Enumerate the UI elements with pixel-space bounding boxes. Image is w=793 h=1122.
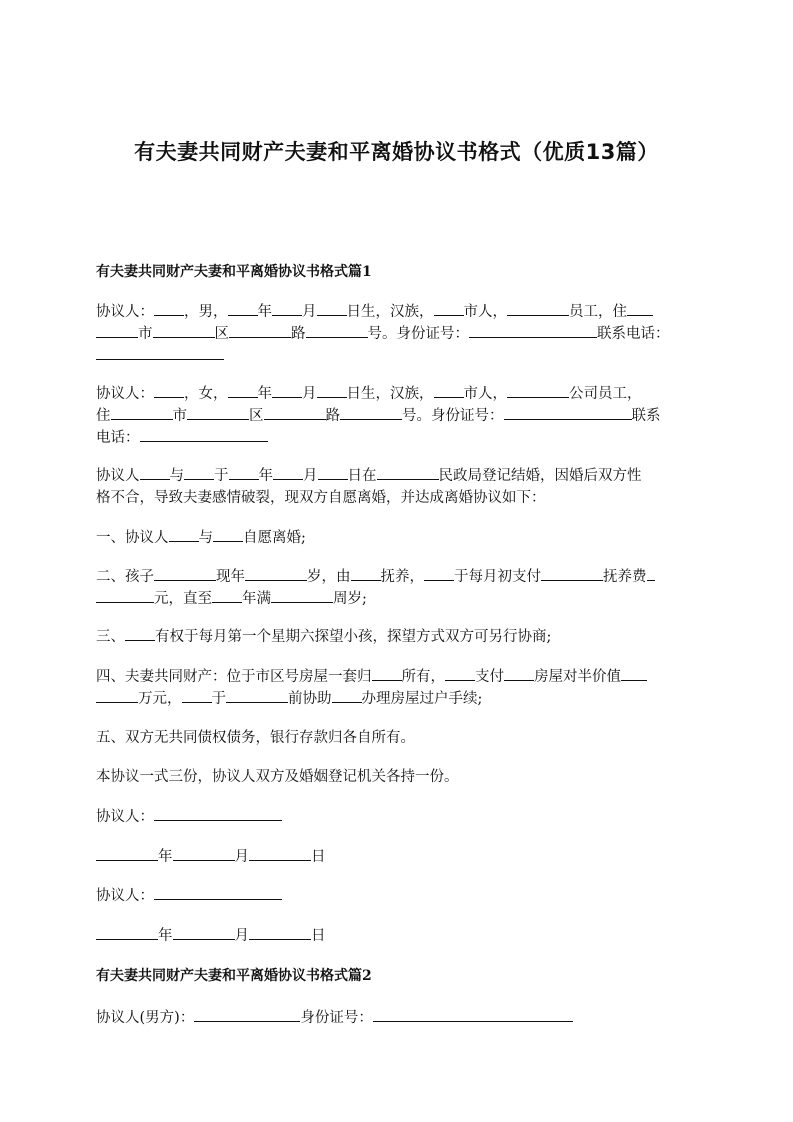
blank-field	[469, 323, 597, 338]
blank-field	[621, 666, 647, 681]
blank-field	[213, 527, 243, 542]
signature-line-1: 协议人：	[96, 806, 282, 828]
blank-field	[187, 405, 249, 420]
blank-field	[504, 405, 632, 420]
blank-field	[184, 465, 214, 480]
paragraph-marriage-line2: 格不合，导致夫妻感情破裂，现双方自愿离婚，并达成离婚协议如下：	[96, 490, 546, 506]
blank-field	[96, 846, 158, 861]
blank-field	[306, 323, 368, 338]
clause-3: 三、 有权于每月第一个星期六探望小孩，探望方式双方可另行协商;	[96, 626, 551, 648]
blank-field	[182, 688, 212, 703]
blank-field	[507, 301, 569, 316]
blank-field	[373, 1007, 573, 1022]
blank-field	[351, 566, 381, 581]
signature-blank	[154, 885, 282, 900]
section2-party-line: 协议人(男方)： 身份证号：	[96, 1007, 573, 1029]
date-line-2: 年 月 日	[96, 925, 326, 947]
blank-field	[153, 323, 215, 338]
blank-field	[194, 1007, 300, 1022]
paragraph-husband-line2: 市 区 路 号。身份证号： 联系电话：	[96, 323, 670, 345]
paragraph-wife-line2: 住 市 区 路 号。身份证号： 联系	[96, 405, 661, 427]
blank-field	[445, 666, 475, 681]
blank-field	[125, 626, 155, 641]
blank-field	[434, 383, 464, 398]
blank-field	[140, 465, 170, 480]
blank-field	[140, 427, 268, 442]
blank-field	[229, 323, 291, 338]
paragraph-husband-line3	[96, 345, 224, 367]
blank-field	[212, 588, 242, 603]
blank-field	[271, 588, 333, 603]
section-heading-2: 有夫妻共同财产夫妻和平离婚协议书格式篇2	[96, 968, 372, 984]
blank-field	[154, 566, 216, 581]
clause-1: 一、协议人 与 自愿离婚;	[96, 527, 306, 549]
blank-field	[647, 566, 655, 581]
blank-field	[96, 588, 154, 603]
blank-field	[372, 666, 402, 681]
blank-field	[228, 301, 258, 316]
blank-field	[541, 566, 603, 581]
blank-field	[317, 301, 347, 316]
blank-field	[154, 383, 184, 398]
blank-field	[504, 666, 534, 681]
date-line-1: 年 月 日	[96, 846, 326, 868]
copies-statement: 本协议一式三份，协议人双方及婚姻登记机关各持一份。	[96, 769, 459, 785]
paragraph-wife-line3: 电话：	[96, 427, 268, 449]
blank-field	[318, 465, 348, 480]
clause-4-line2: 万元， 于 前协助 办理房屋过户手续;	[96, 688, 482, 710]
blank-field	[272, 383, 302, 398]
blank-field	[96, 323, 138, 338]
blank-field	[507, 383, 569, 398]
blank-field	[332, 688, 362, 703]
blank-field	[226, 688, 288, 703]
document-title: 有夫妻共同财产夫妻和平离婚协议书格式（优质13篇）	[134, 140, 659, 164]
blank-field	[249, 846, 311, 861]
clause-2-line2: 元，直至 年满 周岁;	[96, 588, 367, 610]
blank-field	[169, 527, 199, 542]
blank-field	[228, 383, 258, 398]
blank-field	[273, 465, 303, 480]
section-heading-1: 有夫妻共同财产夫妻和平离婚协议书格式篇1	[96, 264, 372, 280]
blank-field	[434, 301, 464, 316]
blank-field	[154, 301, 184, 316]
blank-field	[96, 688, 138, 703]
blank-field	[96, 345, 224, 360]
blank-field	[229, 465, 259, 480]
paragraph-husband-line1: 协议人： ，男， 年 月 日生，汉族， 市人， 员工，住	[96, 301, 653, 323]
blank-field	[272, 301, 302, 316]
clause-5: 五、双方无共同债权债务，银行存款归各自所有。	[96, 730, 415, 746]
blank-field	[424, 566, 454, 581]
paragraph-marriage-line1: 协议人 与 于 年 月 日在 民政局登记结婚，因婚后双方性	[96, 465, 642, 487]
blank-field	[173, 925, 235, 940]
blank-field	[264, 405, 326, 420]
blank-field	[627, 301, 653, 316]
blank-field	[111, 405, 173, 420]
blank-field	[245, 566, 307, 581]
blank-field	[340, 405, 402, 420]
clause-4-line1: 四、夫妻共同财产：位于市区号房屋一套归 所有， 支付 房屋对半价值	[96, 666, 647, 688]
paragraph-wife-line1: 协议人： ，女， 年 月 日生，汉族， 市人， 公司员工，	[96, 383, 642, 405]
blank-field	[317, 383, 347, 398]
signature-line-2: 协议人：	[96, 885, 282, 907]
clause-2-line1: 二、孩子 现年 岁，由 抚养， 于每月初支付 抚养费	[96, 566, 655, 588]
blank-field	[249, 925, 311, 940]
blank-field	[96, 925, 158, 940]
blank-field	[377, 465, 439, 480]
signature-blank	[154, 806, 282, 821]
blank-field	[173, 846, 235, 861]
